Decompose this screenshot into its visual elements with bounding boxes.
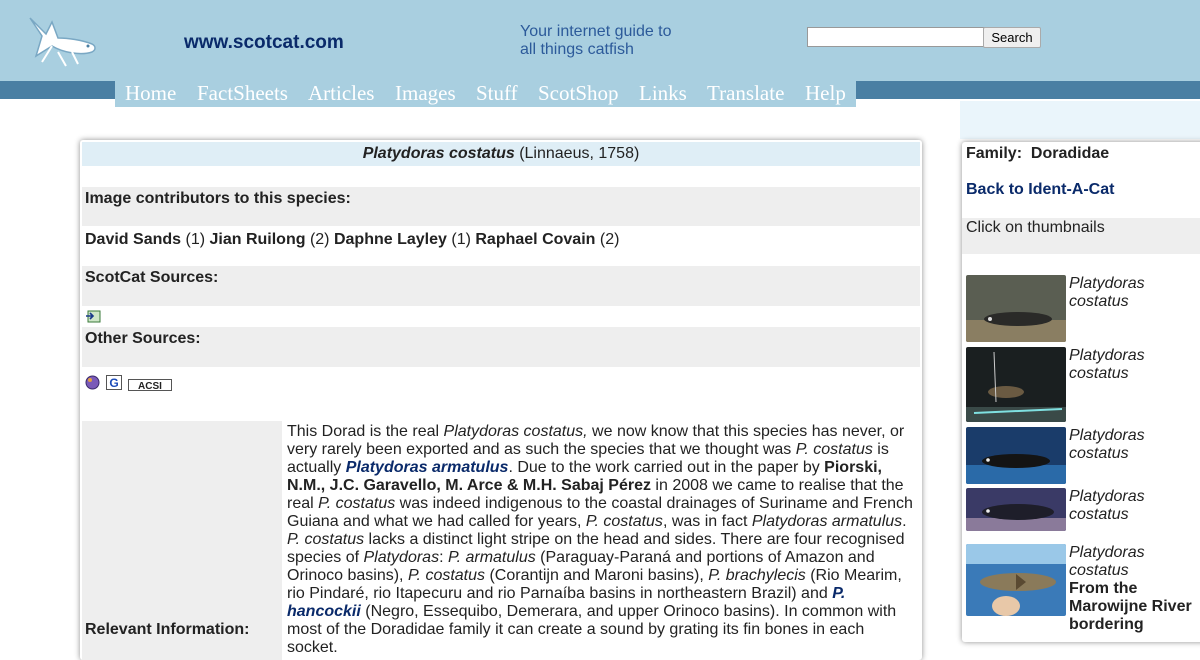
tagline-line-1: Your internet guide to xyxy=(520,23,672,40)
armatulus-link[interactable]: Platydoras armatulus xyxy=(345,459,509,476)
desc-text: lacks a distinct light stripe on the head and sides. There are four recognised species of xyxy=(287,531,905,566)
desc-text: , was in fact xyxy=(662,513,752,530)
species-description xyxy=(287,423,917,657)
site-header xyxy=(0,0,1200,81)
scotcat-sources-icons xyxy=(82,306,920,327)
contributors-row xyxy=(82,226,920,266)
contributors-heading-row xyxy=(82,187,920,226)
sidebar-top-strip xyxy=(960,101,1200,139)
desc-authors: Piorski, N.M., J.C. Garavello, M. Arce & M.H. Sabaj Pérez xyxy=(287,459,882,494)
search-button[interactable]: Search xyxy=(983,27,1041,48)
relevant-info-label: Relevant Information: xyxy=(85,621,250,638)
desc-italic: P. costatus xyxy=(795,441,873,458)
contributor-name[interactable]: Jian Ruilong xyxy=(209,231,306,248)
contributor-count: (2) xyxy=(309,231,330,248)
svg-text:ACSI: ACSI xyxy=(138,381,162,391)
desc-italic: P. armatulus xyxy=(447,549,536,566)
desc-italic: P. brachylecis xyxy=(708,567,806,584)
thumbnail-caption-line: costatus xyxy=(1069,445,1129,462)
desc-text: was indeed indigenous to the coastal drainages of Suriname and French Guiana and what we had called for years, xyxy=(287,495,913,530)
species-panel xyxy=(80,140,922,660)
contributor-count: (2) xyxy=(599,231,620,248)
scotcat-sources-heading: ScotCat Sources: xyxy=(85,269,219,286)
nav-scotshop[interactable]: ScotShop xyxy=(538,81,619,105)
document-link-icon[interactable] xyxy=(85,310,101,323)
desc-italic: Platydoras xyxy=(363,549,440,566)
family-line xyxy=(966,145,1109,163)
contributors-heading: Image contributors to this species: xyxy=(85,190,351,207)
thumbnail-caption-line: Platydoras xyxy=(1069,488,1145,505)
google-icon[interactable] xyxy=(106,375,122,390)
family-label: Family: xyxy=(966,145,1023,162)
desc-text: . Due to the work carried out in the paper by xyxy=(508,459,825,476)
thumbnail-caption xyxy=(1069,488,1145,524)
thumbnail-caption-line: Platydoras xyxy=(1069,427,1145,444)
other-sources-icons xyxy=(82,367,920,421)
tagline-line-2: all things catfish xyxy=(520,41,634,58)
svg-text:G: G xyxy=(109,376,119,390)
desc-text: we now know that this species has never, or very rarely been exported and as such the species that we thought was xyxy=(287,423,905,458)
desc-text: (Negro, Essequibo, Demerara, and upper Orinoco basins). In common with most of the Doradidae family it can create a sound by grating its fin bones in each socket. xyxy=(287,603,897,656)
contributor-name[interactable]: Raphael Covain xyxy=(475,231,596,248)
thumbnail-image[interactable] xyxy=(966,427,1066,484)
site-url[interactable]: www.scotcat.com xyxy=(184,32,344,53)
desc-text: in 2008 we came to realise that the real xyxy=(287,477,904,512)
thumbnail-caption xyxy=(1069,544,1145,580)
species-name: Platydoras costatus xyxy=(362,145,515,162)
click-hint: Click on thumbnails xyxy=(966,219,1105,236)
contributors-list xyxy=(85,231,619,249)
desc-italic: P. costatus xyxy=(585,513,663,530)
desc-italic: P. costatus xyxy=(407,567,486,584)
desc-text: is actually xyxy=(287,441,889,476)
tagline xyxy=(520,23,672,59)
other-sources-row xyxy=(82,327,920,367)
thumbnail-image[interactable] xyxy=(966,544,1066,616)
acsi-icon[interactable] xyxy=(128,379,172,391)
desc-text: (Paraguay-Paraná and portions of Amazon and Orinoco basins), xyxy=(287,549,875,584)
thumbnail-caption-line: costatus xyxy=(1069,365,1129,382)
contributor-count: (1) xyxy=(451,231,471,248)
search-input[interactable] xyxy=(807,27,985,47)
scotcat-sources-row xyxy=(82,266,920,306)
thumbnail-image[interactable] xyxy=(966,488,1066,531)
nav-links[interactable]: Links xyxy=(639,81,687,105)
desc-italic: P. costatus xyxy=(318,495,396,512)
desc-text: (Corantijn and Maroni basins), xyxy=(485,567,709,584)
thumbnail-caption-line: costatus xyxy=(1069,562,1129,579)
thumbnail-caption-line: costatus xyxy=(1069,293,1129,310)
nav-translate[interactable]: Translate xyxy=(707,81,785,105)
desc-text: This Dorad is the real xyxy=(287,423,444,440)
desc-italic: Platydoras costatus, xyxy=(443,423,588,440)
thumbnail-caption xyxy=(1069,275,1145,311)
thumbnail-location-caption: From the Marowijne River bordering xyxy=(1069,580,1192,633)
nav-home[interactable]: Home xyxy=(125,81,177,105)
thumbnail-caption xyxy=(1069,347,1145,383)
contributor-name[interactable]: Daphne Layley xyxy=(333,231,447,248)
contributor-count: (1) xyxy=(185,231,206,248)
thumbnail-caption-line: Platydoras xyxy=(1069,544,1145,561)
species-author: (Linnaeus, 1758) xyxy=(519,145,640,162)
thumbnail-image[interactable] xyxy=(966,275,1066,342)
nav-factsheets[interactable]: FactSheets xyxy=(197,81,288,105)
relevant-info-label-cell xyxy=(82,421,282,660)
desc-text: : xyxy=(439,549,448,566)
globe-icon[interactable] xyxy=(85,375,100,390)
other-sources-heading: Other Sources: xyxy=(85,330,201,347)
desc-text: (Rio Mearim, rio Pindaré, rio Itapecuru and rio Parnaíba basins in northeastern Brazil) and xyxy=(287,567,902,602)
nav-stuff[interactable]: Stuff xyxy=(476,81,518,105)
nav-help[interactable]: Help xyxy=(805,81,846,105)
family-value: Doradidae xyxy=(1030,145,1110,162)
catfish-logo-icon[interactable] xyxy=(22,12,98,70)
desc-italic: P. costatus xyxy=(287,531,365,548)
desc-italic: Platydoras armatulus xyxy=(751,513,903,530)
thumbnail-image[interactable] xyxy=(966,347,1066,422)
species-title xyxy=(82,142,920,166)
hancockii-link[interactable]: P. hancockii xyxy=(287,585,846,620)
thumbnail-caption-line: Platydoras xyxy=(1069,347,1145,364)
nav-articles[interactable]: Articles xyxy=(308,81,375,105)
thumbnail-caption-line: Platydoras xyxy=(1069,275,1145,292)
contributor-name[interactable]: David Sands xyxy=(85,231,182,248)
nav-images[interactable]: Images xyxy=(395,81,456,105)
desc-text: . xyxy=(902,513,907,530)
thumbnail-caption xyxy=(1069,427,1145,463)
thumbnail-caption-line: costatus xyxy=(1069,506,1129,523)
back-to-ident-link[interactable]: Back to Ident-A-Cat xyxy=(966,181,1115,198)
